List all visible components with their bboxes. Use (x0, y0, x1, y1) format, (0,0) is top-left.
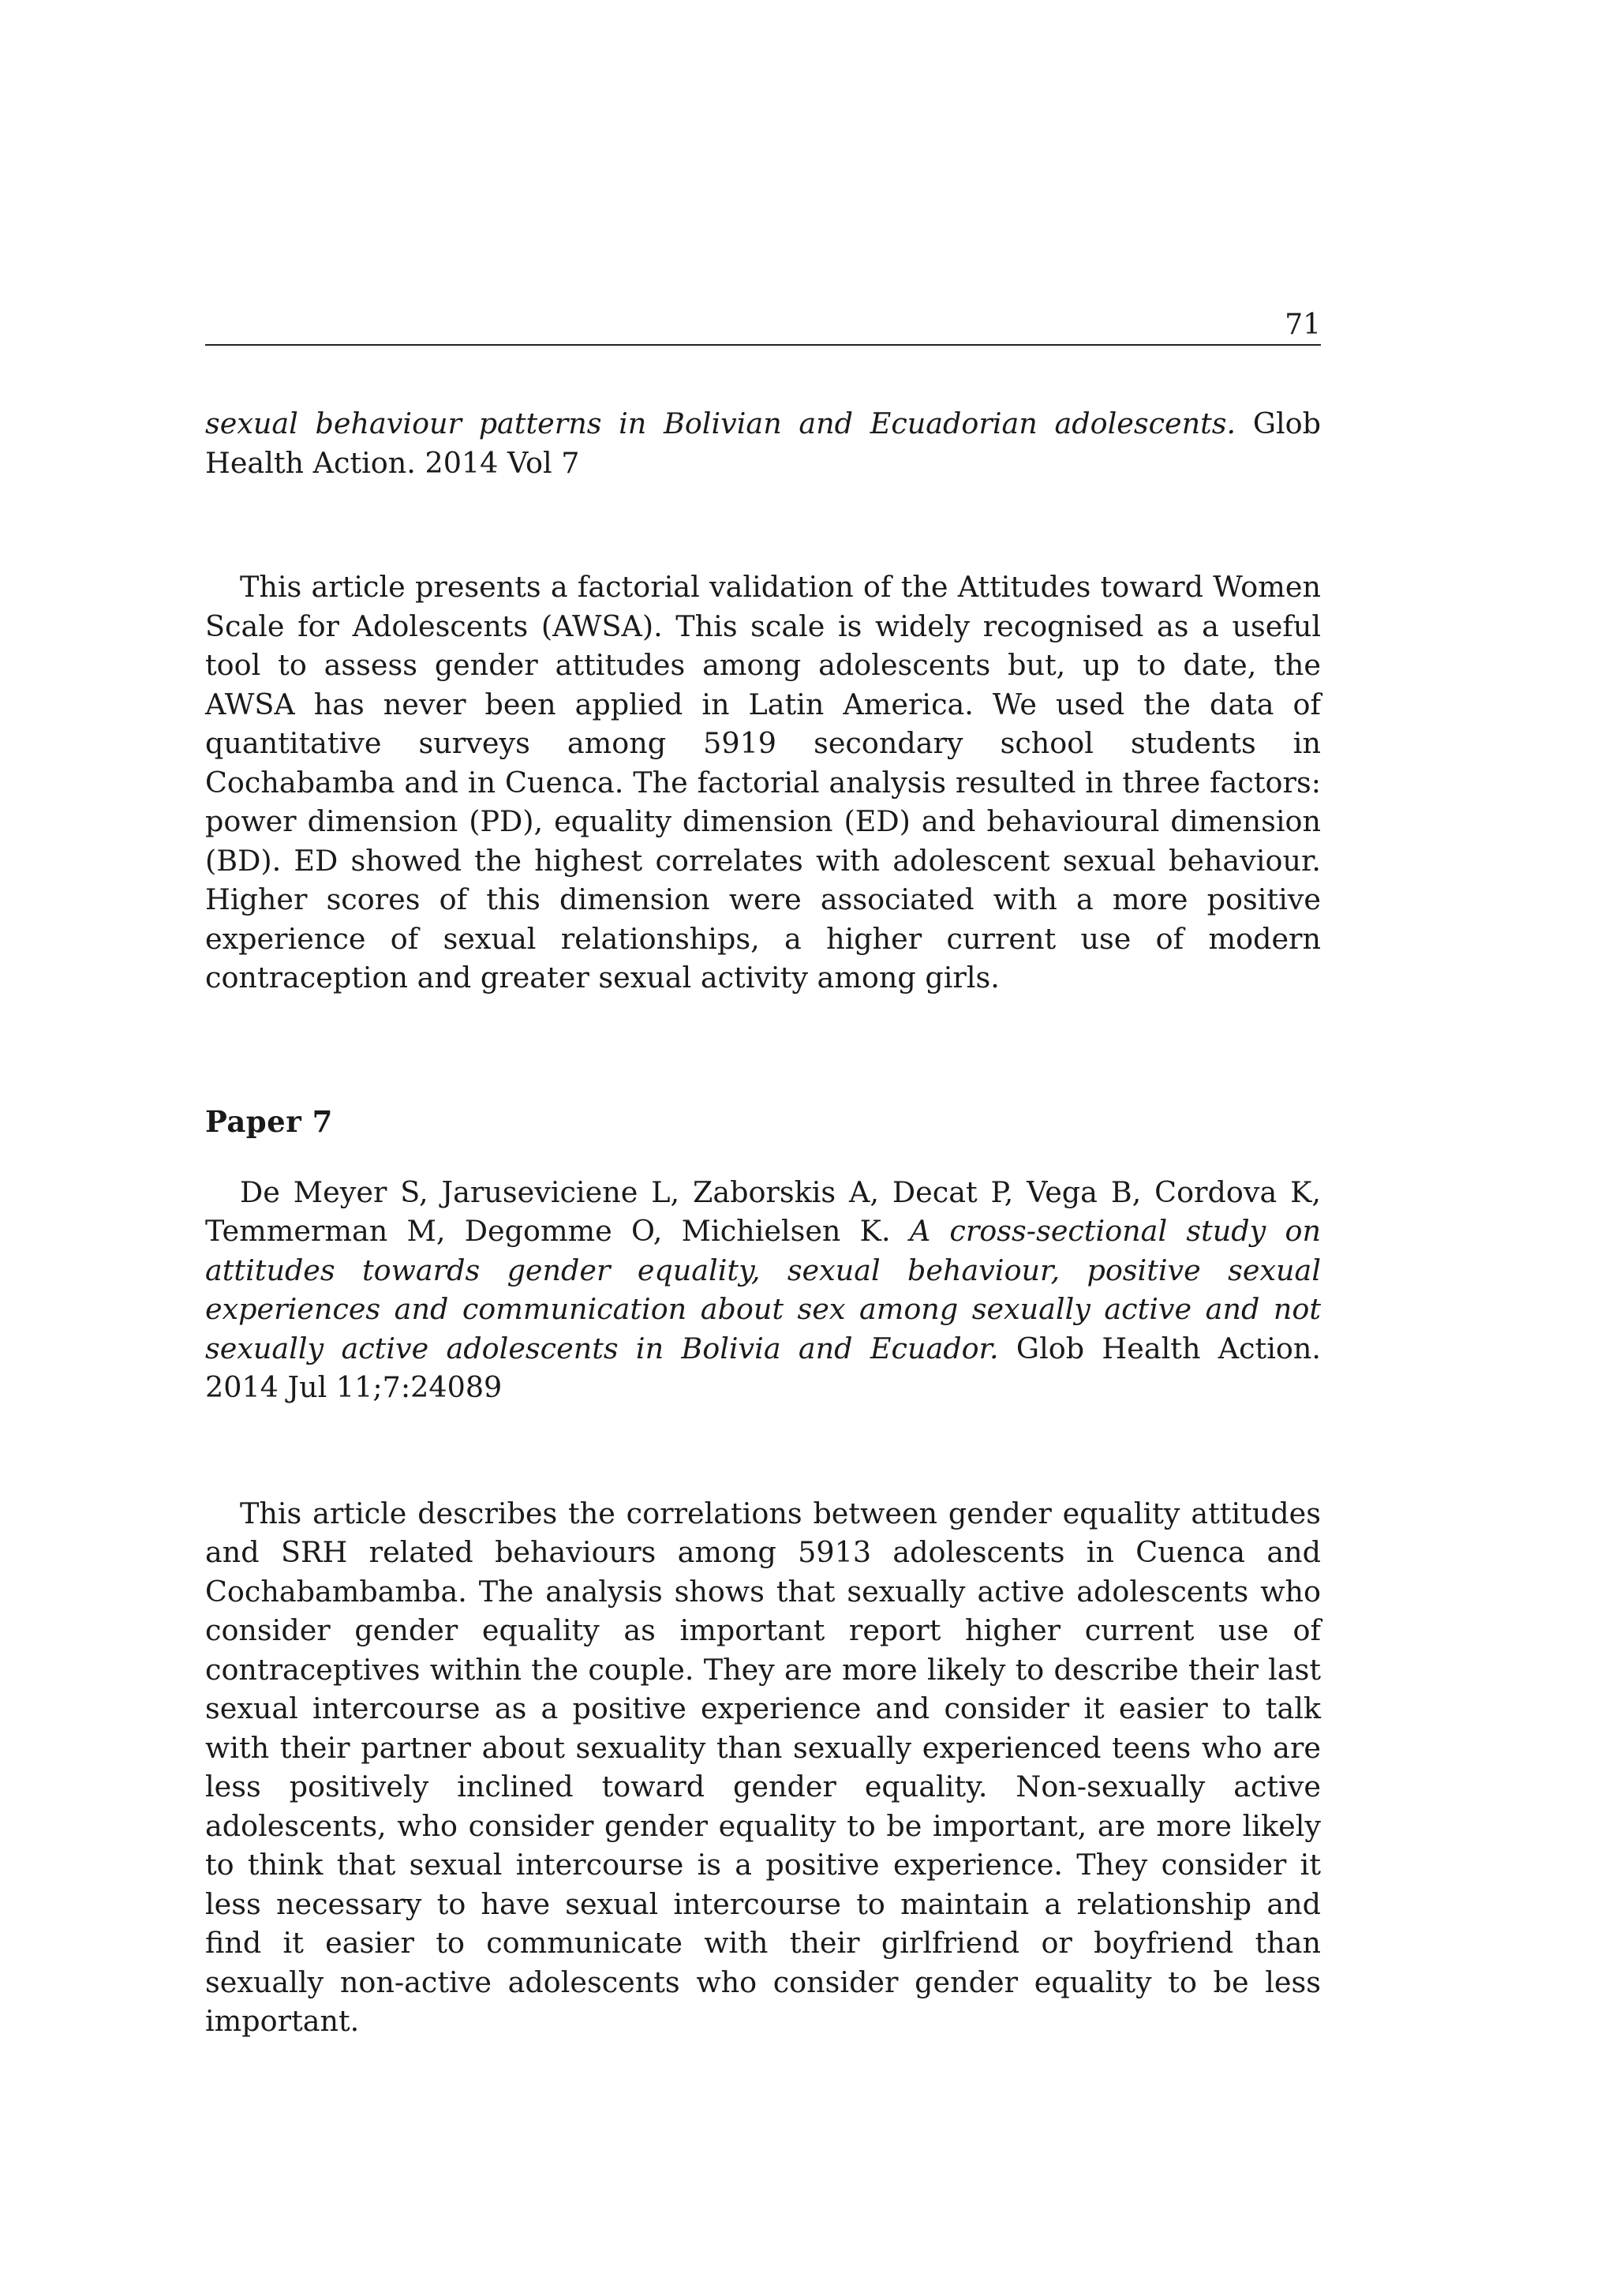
citation-title: A cross-sectional study on attitudes towards gender equality, sexual behaviour, positive sexual experiences and communication about sex among sexually active and not sexually active adolescents in Bolivia and Ecuador. (205, 1214, 1321, 1365)
abstract-paragraph-paper-6: This article presents a factorial validation of the Attitudes toward Women Scale for Adolescents (AWSA). This scale is widely recognised as a useful tool to assess gender attitudes among adolescents but, up to date, the AWSA has never been applied in Latin America. We used the data of quantitative surveys among 5919 secondary school students in Cochabamba and in Cuenca. The factorial analysis resulted in three factors: power dimension (PD), equality dimension (ED) and behavioural dimension (BD). ED showed the highest correlates with adolescent sexual behaviour. Higher scores of this dimension were associated with a more positive experience of sexual relationships, a higher current use of modern contraception and greater sexual activity among girls. (205, 570, 1321, 994)
page-number: 71 (1285, 309, 1321, 341)
section-heading-paper-7: Paper 7 (205, 1103, 333, 1139)
citation-authors: De Meyer S, Jaruseviciene L, Zaborskis A, Decat P, Vega B, Cordova K, Temmerman M, Degomme O, Michielsen K. (205, 1174, 1321, 1248)
previous-reference-title: sexual behaviour patterns in Bolivian and Ecuadorian adolescents. (205, 406, 1236, 440)
running-header (205, 306, 1321, 346)
page-content (205, 404, 1321, 2041)
previous-reference-journal: Glob Health Action. 2014 Vol 7 (205, 406, 1321, 480)
citation-journal: Glob Health Action. 2014 Jul 11;7:24089 (205, 1331, 1321, 1404)
previous-reference-continuation (205, 404, 1321, 482)
abstract-paragraph-paper-7: This article describes the correlations between gender equality attitudes and SRH related behaviours among 5913 adolescents in Cuenca and Cochabambamba. The analysis shows that sexually active adolescents who consider gender equality as important report higher current use of contraceptives within the couple. They are more likely to describe their last sexual intercourse as a positive experience and consider it easier to talk with their partner about sexuality than sexually experienced teens who are less positively inclined toward gender equality. Non-sexually active adolescents, who consider gender equality to be important, are more likely to think that sexual intercourse is a positive experience. They consider it less necessary to have sexual intercourse to maintain a relationship and find it easier to communicate with their girlfriend or boyfriend than sexually non-active adolescents who consider gender equality to be less important. (205, 1496, 1321, 2038)
citation-paper-7 (205, 1173, 1321, 1407)
